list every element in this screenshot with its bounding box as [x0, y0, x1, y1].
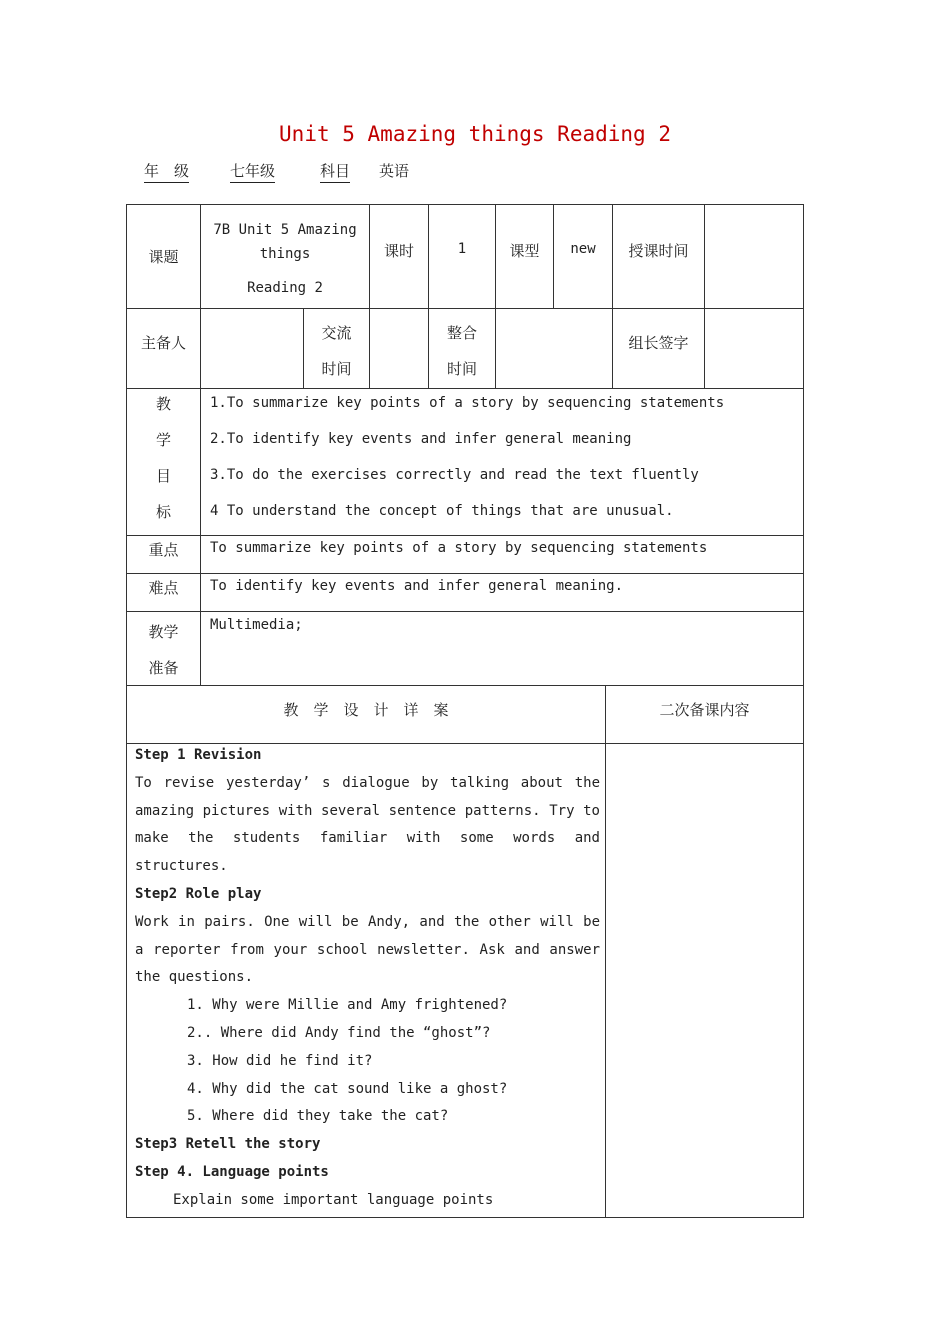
step1-heading: Step 1 Revision: [135, 747, 262, 763]
step2-text: Work in pairs. One will be Andy, and the other will be a reporter from your school newsletter. Ask and answer the questions.: [135, 913, 600, 986]
key-point-label: 重点: [148, 541, 179, 559]
teaching-time-label: 授课时间: [628, 242, 689, 260]
objectives-label: 教 学 目 标: [155, 395, 171, 521]
preparation-value: Multimedia;: [210, 617, 303, 633]
objectives-list: [210, 389, 800, 533]
question-item: 5. Where did they take the cat?: [187, 1108, 449, 1125]
topic-value: 7B Unit 5 Amazing things Reading 2: [213, 222, 357, 296]
step4-heading: Step 4. Language points: [135, 1163, 329, 1180]
objective-item: 1.To summarize key points of a story by sequencing statements: [210, 395, 725, 411]
key-point-value: To summarize key points of a story by sequencing statements: [210, 540, 708, 556]
question-item: 3. How did he find it?: [187, 1052, 373, 1069]
design-header: 教 学 设 计 详 案: [283, 701, 449, 719]
preparer-label: 主备人: [140, 334, 186, 352]
difficult-point-value: To identify key events and infer general meaning.: [210, 578, 624, 594]
exchange-time-label: 交流 时间: [321, 324, 352, 378]
question-item: 4. Why did the cat sound like a ghost?: [187, 1080, 508, 1097]
objective-item: 2.To identify key events and infer general meaning: [210, 431, 632, 447]
question-item: 1. Why were Millie and Amy frightened?: [187, 997, 508, 1014]
type-label: 课型: [509, 242, 540, 260]
objective-item: 3.To do the exercises correctly and read the text fluently: [210, 467, 699, 483]
grade-value: 七年级: [230, 160, 275, 183]
period-value: 1: [457, 241, 467, 257]
grade-label: 年 级: [144, 160, 189, 183]
question-item: 2.. Where did Andy find the “ghost”?: [187, 1024, 491, 1041]
objective-item: 4 To understand the concept of things that are unusual.: [210, 503, 674, 519]
period-label: 课时: [383, 242, 414, 260]
second-prep-header: 二次备课内容: [659, 701, 750, 719]
step3-heading: Step3 Retell the story: [135, 1136, 321, 1153]
topic-label: 课题: [148, 248, 179, 266]
page-title: Unit 5 Amazing things Reading 2: [279, 122, 671, 146]
integrate-time-label: 整合 时间: [446, 324, 477, 378]
step4-text: Explain some important language points: [173, 1191, 494, 1208]
subject-label: 科目: [320, 160, 350, 183]
subject-value: 英语: [379, 162, 410, 180]
difficult-point-label: 难点: [148, 579, 179, 597]
lesson-plan: [135, 742, 600, 1215]
preparation-label: 教学 准备: [148, 623, 179, 677]
step1-text: To revise yesterday’ s dialogue by talking about the amazing pictures with several sentence patterns. Try to make the students familiar with some words and structures.: [135, 774, 600, 875]
step2-heading: Step2 Role play: [135, 885, 262, 902]
type-value: new: [570, 241, 596, 257]
leader-sign-label: 组长签字: [628, 334, 689, 352]
